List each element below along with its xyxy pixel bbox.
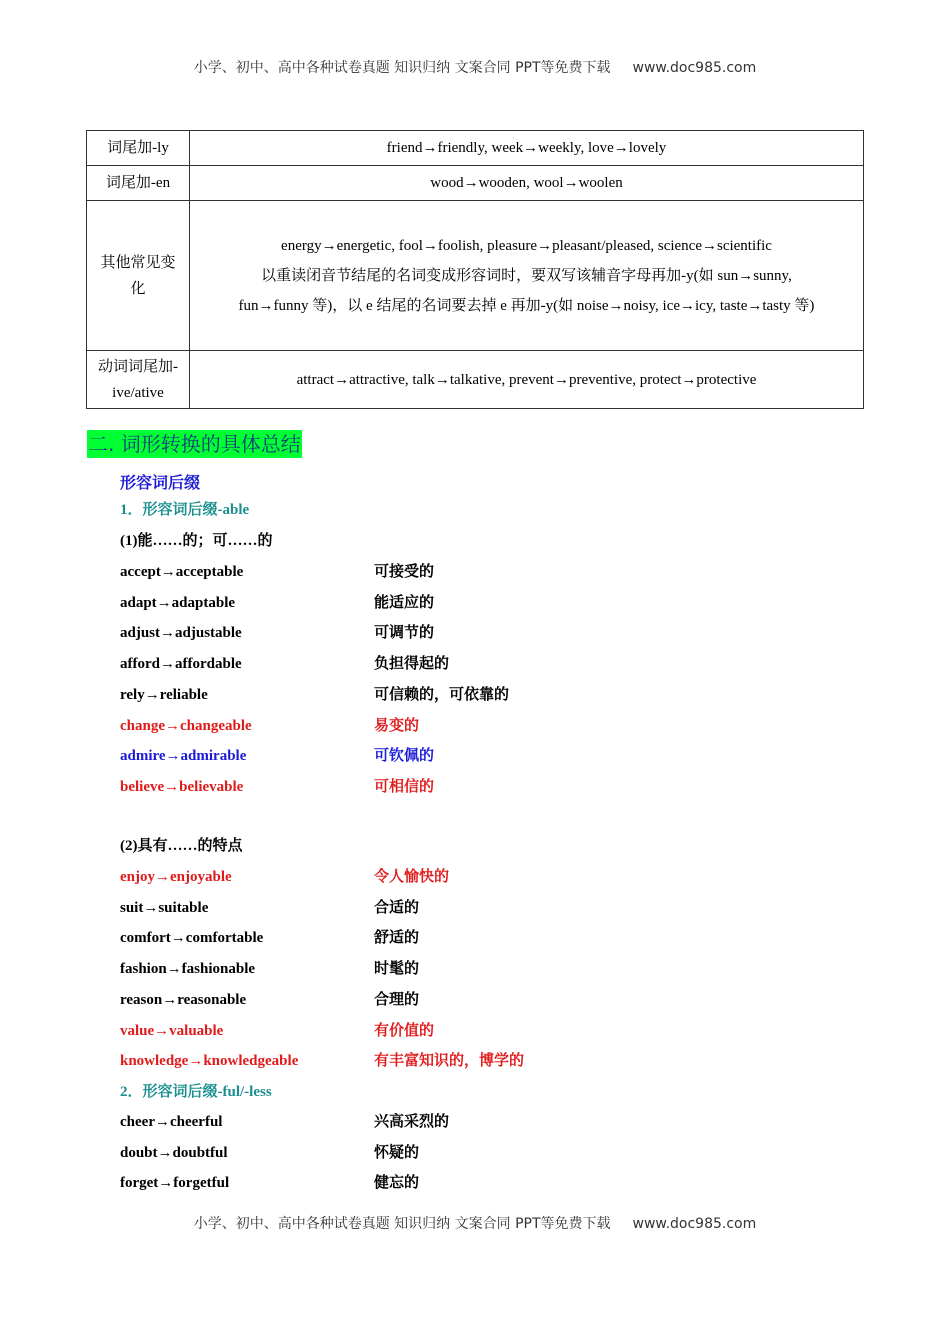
row-content: friend→friendly, week→weekly, love→lovely bbox=[190, 131, 864, 166]
footer-site-link[interactable]: www.doc985.com bbox=[632, 1216, 757, 1232]
vocab-word: adjust→adjustable bbox=[120, 625, 242, 642]
vocab-item bbox=[120, 744, 820, 768]
vocab-word: change→changeable bbox=[120, 717, 252, 734]
vocab-item bbox=[120, 652, 820, 676]
header-site-link[interactable]: www.doc985.com bbox=[632, 60, 757, 76]
vocab-item bbox=[120, 560, 820, 584]
row-content-line: fun→funny 等)，以 e 结尾的名词要去掉 e 再加-y(如 noise→noisy, ice→icy, taste→tasty 等) bbox=[238, 297, 815, 314]
table-row bbox=[87, 131, 864, 166]
vocab-word: comfort→comfortable bbox=[120, 930, 264, 947]
vocab-item bbox=[120, 926, 820, 950]
row-content-line: 以重读闭音节结尾的名词变成形容词时，要双写该辅音字母再加-y(如 sun→sunny, bbox=[261, 267, 792, 284]
vocab-word: value→valuable bbox=[120, 1022, 224, 1039]
row-content: wood→wooden, wool→woolen bbox=[190, 166, 864, 201]
vocab-meaning: 负担得起的 bbox=[374, 656, 450, 673]
vocab-word: fashion→fashionable bbox=[120, 961, 256, 978]
vocab-meaning: 有价值的 bbox=[374, 1022, 435, 1039]
vocab-item bbox=[120, 896, 820, 920]
row-content: attract→attractive, talk→talkative, prevent→preventive, protect→protective bbox=[190, 351, 864, 409]
vocab-item bbox=[120, 988, 820, 1012]
vocab-item bbox=[120, 1171, 820, 1195]
vocab-meaning: 令人愉快的 bbox=[374, 869, 450, 885]
vocab-meaning: 能适应的 bbox=[374, 594, 435, 611]
section-subhead: 形容词后缀 bbox=[120, 473, 201, 492]
vocab-meaning: 可信赖的，可依靠的 bbox=[374, 686, 510, 703]
vocab-word: knowledge→knowledgeable bbox=[120, 1053, 299, 1070]
vocab-word: doubt→doubtful bbox=[120, 1144, 228, 1161]
row-label-line: 其他常见变 bbox=[100, 254, 176, 271]
table-row bbox=[87, 166, 864, 201]
row-label: 词尾加-en bbox=[87, 166, 190, 201]
vocab-word: afford→affordable bbox=[120, 656, 242, 673]
vocab-meaning: 可调节的 bbox=[374, 625, 435, 642]
vocab-meaning: 舒适的 bbox=[374, 930, 420, 947]
header-text: 小学、初中、高中各种试卷真题 知识归纳 文案合同 PPT等免费下载 bbox=[193, 60, 611, 76]
vocab-meaning: 有丰富知识的，博学的 bbox=[374, 1053, 525, 1070]
vocab-word: rely→reliable bbox=[120, 686, 208, 703]
vocab-meaning: 时髦的 bbox=[374, 961, 420, 978]
vocab-item bbox=[120, 1141, 820, 1165]
section-title: 二. 词形转换的具体总结 bbox=[88, 432, 301, 456]
part1-sub1: (1)能……的；可……的 bbox=[120, 533, 273, 549]
row-label: 词尾加-ly bbox=[87, 131, 190, 166]
page-header bbox=[0, 57, 950, 77]
vocab-item bbox=[120, 957, 820, 981]
row-label-line: 化 bbox=[130, 280, 146, 297]
vocab-word: forget→forgetful bbox=[120, 1175, 230, 1192]
vocab-meaning: 合适的 bbox=[374, 899, 420, 916]
conversion-table bbox=[86, 130, 864, 409]
table-row bbox=[87, 351, 864, 409]
vocab-meaning: 易变的 bbox=[374, 717, 420, 734]
vocab-word: accept→acceptable bbox=[120, 564, 244, 580]
vocab-word: admire→admirable bbox=[120, 748, 247, 765]
vocab-word: cheer→cheerful bbox=[120, 1114, 223, 1130]
part1-sub2: (2)具有……的特点 bbox=[120, 838, 243, 854]
footer-text: 小学、初中、高中各种试卷真题 知识归纳 文案合同 PPT等免费下载 bbox=[193, 1216, 611, 1232]
vocab-word: suit→suitable bbox=[120, 899, 209, 916]
table-row bbox=[87, 201, 864, 351]
vocab-item bbox=[120, 775, 820, 799]
vocab-meaning: 兴高采烈的 bbox=[374, 1114, 450, 1130]
row-label bbox=[87, 351, 190, 409]
row-label-line: 动词词尾加- bbox=[98, 358, 178, 375]
vocab-item bbox=[120, 591, 820, 615]
row-content-line: energy→energetic, fool→foolish, pleasure→pleasant/pleased, science→scientific bbox=[281, 237, 772, 254]
vocab-meaning: 怀疑的 bbox=[374, 1144, 420, 1161]
part1-title: 1．形容词后缀-able bbox=[120, 502, 250, 518]
vocab-item bbox=[120, 683, 820, 707]
vocab-item bbox=[120, 865, 820, 889]
vocab-meaning: 合理的 bbox=[374, 991, 420, 1008]
row-label bbox=[87, 201, 190, 351]
vocab-word: adapt→adaptable bbox=[120, 594, 236, 611]
vocab-meaning: 可相信的 bbox=[374, 778, 435, 795]
row-label-line: ive/ative bbox=[112, 384, 164, 401]
vocab-word: enjoy→enjoyable bbox=[120, 869, 232, 885]
vocab-meaning: 可接受的 bbox=[374, 564, 435, 580]
vocab-meaning: 可钦佩的 bbox=[374, 748, 435, 765]
vocab-item bbox=[120, 621, 820, 645]
vocab-meaning: 健忘的 bbox=[374, 1175, 420, 1192]
row-content bbox=[190, 201, 864, 351]
vocab-item bbox=[120, 1019, 820, 1043]
vocab-word: reason→reasonable bbox=[120, 991, 247, 1008]
part2-title: 2．形容词后缀-ful/-less bbox=[120, 1084, 272, 1100]
vocab-word: believe→believable bbox=[120, 778, 244, 795]
page-footer bbox=[0, 1213, 950, 1233]
vocab-item bbox=[120, 1110, 820, 1134]
vocab-item bbox=[120, 1049, 820, 1073]
vocab-item bbox=[120, 714, 820, 738]
